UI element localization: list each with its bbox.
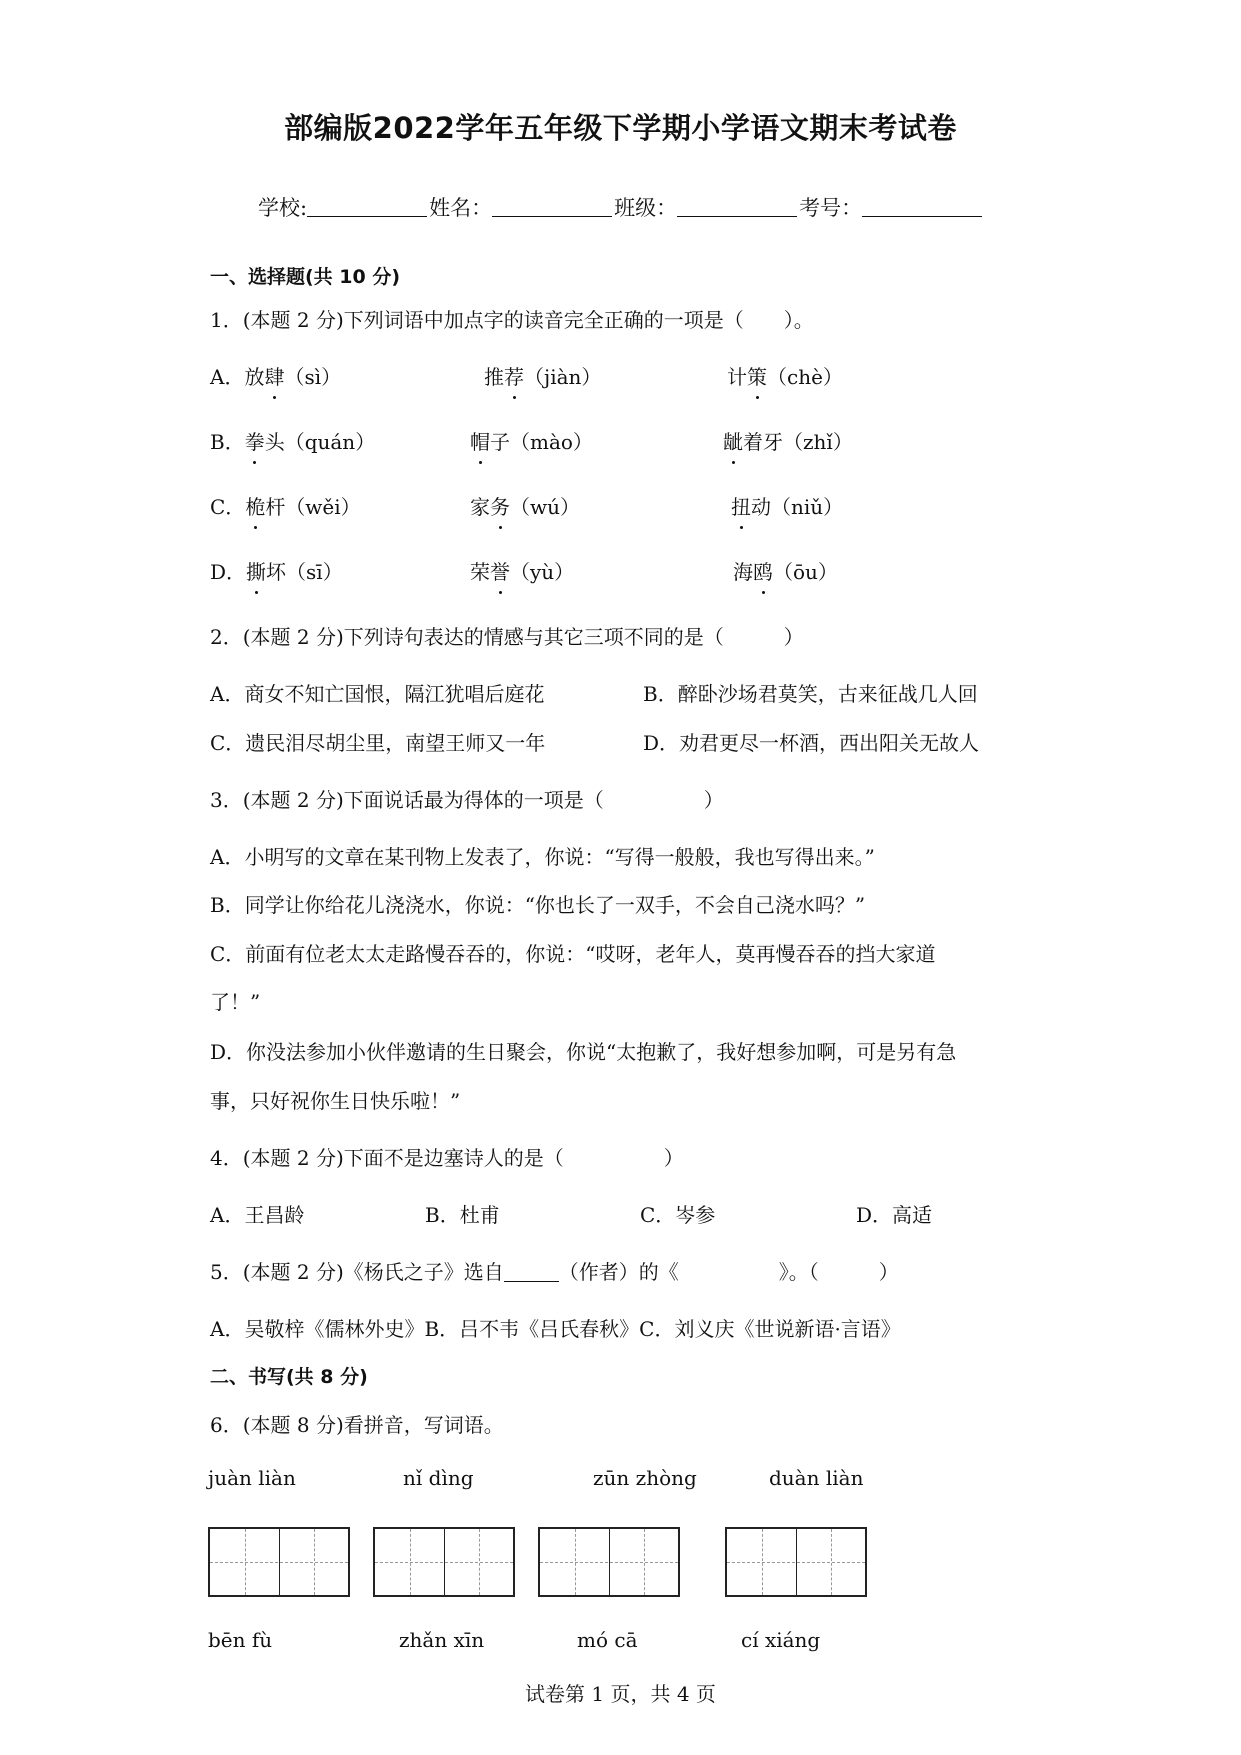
school-blank[interactable] bbox=[307, 196, 427, 217]
class-label: 班级： bbox=[614, 196, 678, 220]
pinyin-3: zūn zhòng bbox=[593, 1466, 697, 1490]
q1-option-c2: 家务（wú） bbox=[470, 491, 580, 520]
q1-option-a3: 计策（chè） bbox=[727, 361, 843, 390]
q5-options: A．吴敬梓《儒林外史》B．吕不韦《吕氏春秋》C．刘义庆《世说新语·言语》 bbox=[210, 1317, 901, 1341]
dotted-char: 桅 bbox=[245, 491, 265, 520]
section-heading-choice: 一、选择题(共 10 分) bbox=[210, 266, 401, 288]
q3-option-c-line1: C．前面有位老太太走路慢吞吞的，你说：“哎呀，老年人，莫再慢吞吞的挡大家道 bbox=[210, 942, 936, 966]
q2-option-b: B．醉卧沙场君莫笑，古来征战几人回 bbox=[643, 682, 978, 706]
number-label: 考号： bbox=[799, 196, 863, 220]
dotted-char: 扭 bbox=[731, 491, 751, 520]
pinyin-8: cí xiáng bbox=[741, 1628, 821, 1652]
question-4-stem: 4．(本题 2 分)下面不是边塞诗人的是（ ） bbox=[210, 1146, 684, 1170]
name-blank[interactable] bbox=[492, 196, 612, 217]
dotted-char: 誉 bbox=[490, 556, 510, 585]
writing-grid-2[interactable] bbox=[373, 1527, 515, 1597]
dotted-char: 帽 bbox=[470, 426, 490, 455]
question-2-stem: 2．(本题 2 分)下列诗句表达的情感与其它三项不同的是（ ） bbox=[210, 625, 804, 649]
q1-option-d2: 荣誉（yù） bbox=[470, 556, 574, 585]
q1-option-c3: 扭动（niǔ） bbox=[731, 491, 843, 520]
pinyin-6: zhǎn xīn bbox=[399, 1628, 485, 1652]
q1-option-d3: 海鸥（ōu） bbox=[733, 556, 838, 585]
pinyin-4: duàn liàn bbox=[769, 1466, 864, 1490]
pinyin-5: bēn fù bbox=[208, 1628, 273, 1652]
dotted-char: 拳 bbox=[245, 426, 265, 455]
page-title: 部编版2022学年五年级下学期小学语文期末考试卷 bbox=[284, 111, 957, 145]
q1-option-c1: C．桅杆（wěi） bbox=[210, 491, 361, 520]
section-heading-writing: 二、书写(共 8 分) bbox=[210, 1366, 368, 1388]
dotted-char: 务 bbox=[490, 491, 510, 520]
writing-grid-4[interactable] bbox=[725, 1527, 867, 1597]
writing-grid-1[interactable] bbox=[208, 1527, 350, 1597]
student-info-line bbox=[258, 192, 984, 222]
class-blank[interactable] bbox=[677, 196, 797, 217]
question-5-stem: 5．(本题 2 分)《杨氏之子》选自 （作者）的《 》。（ ） bbox=[210, 1260, 899, 1284]
pinyin-1: juàn liàn bbox=[208, 1466, 296, 1490]
q4-option-a: A．王昌龄 bbox=[210, 1203, 305, 1227]
school-label: 学校: bbox=[258, 196, 308, 220]
page-footer: 试卷第 1 页，共 4 页 bbox=[525, 1682, 716, 1706]
q2-option-c: C．遗民泪尽胡尘里，南望王师又一年 bbox=[210, 731, 546, 755]
question-1-stem: 1．(本题 2 分)下列词语中加点字的读音完全正确的一项是（ ）。 bbox=[210, 308, 814, 332]
writing-grid-3[interactable] bbox=[538, 1527, 680, 1597]
q4-option-c: C．岑参 bbox=[640, 1203, 716, 1227]
q4-option-d: D．高适 bbox=[856, 1203, 933, 1227]
pinyin-2: nǐ dìng bbox=[403, 1466, 474, 1490]
dotted-char: 荐 bbox=[504, 361, 524, 390]
q1-option-d1: D．撕坏（sī） bbox=[210, 556, 343, 585]
q3-option-a: A．小明写的文章在某刊物上发表了，你说：“写得一般般，我也写得出来。” bbox=[210, 845, 875, 869]
q3-option-b: B．同学让你给花儿浇浇水，你说：“你也长了一双手，不会自己浇水吗？” bbox=[210, 893, 866, 917]
dotted-char: 龇 bbox=[723, 426, 743, 455]
question-6-stem: 6．(本题 8 分)看拼音，写词语。 bbox=[210, 1413, 504, 1437]
q1-option-a1: A．放肆（sì） bbox=[210, 361, 341, 390]
dotted-char: 鸥 bbox=[753, 556, 773, 585]
question-3-stem: 3．(本题 2 分)下面说话最为得体的一项是（ ） bbox=[210, 788, 724, 812]
pinyin-7: mó cā bbox=[577, 1628, 638, 1652]
dotted-char: 撕 bbox=[246, 556, 266, 585]
q1-option-b2: 帽子（mào） bbox=[470, 426, 593, 455]
number-blank[interactable] bbox=[862, 196, 982, 217]
q3-option-d-line2: 事，只好祝你生日快乐啦！” bbox=[210, 1089, 461, 1113]
q4-option-b: B．杜甫 bbox=[425, 1203, 500, 1227]
q3-option-d-line1: D．你没法参加小伙伴邀请的生日聚会，你说“太抱歉了，我好想参加啊，可是另有急 bbox=[210, 1040, 957, 1064]
dotted-char: 策 bbox=[747, 361, 767, 390]
q1-option-b1: B．拳头（quán） bbox=[210, 426, 375, 455]
q3-option-c-line2: 了！” bbox=[210, 990, 261, 1014]
dotted-char: 肆 bbox=[264, 361, 284, 390]
q1-option-b3: 龇着牙（zhǐ） bbox=[723, 426, 853, 455]
author-blank[interactable] bbox=[504, 1263, 559, 1282]
q2-option-d: D．劝君更尽一杯酒，西出阳关无故人 bbox=[643, 731, 980, 755]
name-label: 姓名： bbox=[429, 196, 493, 220]
q1-option-a2: 推荐（jiàn） bbox=[484, 361, 601, 390]
q2-option-a: A．商女不知亡国恨，隔江犹唱后庭花 bbox=[210, 682, 545, 706]
